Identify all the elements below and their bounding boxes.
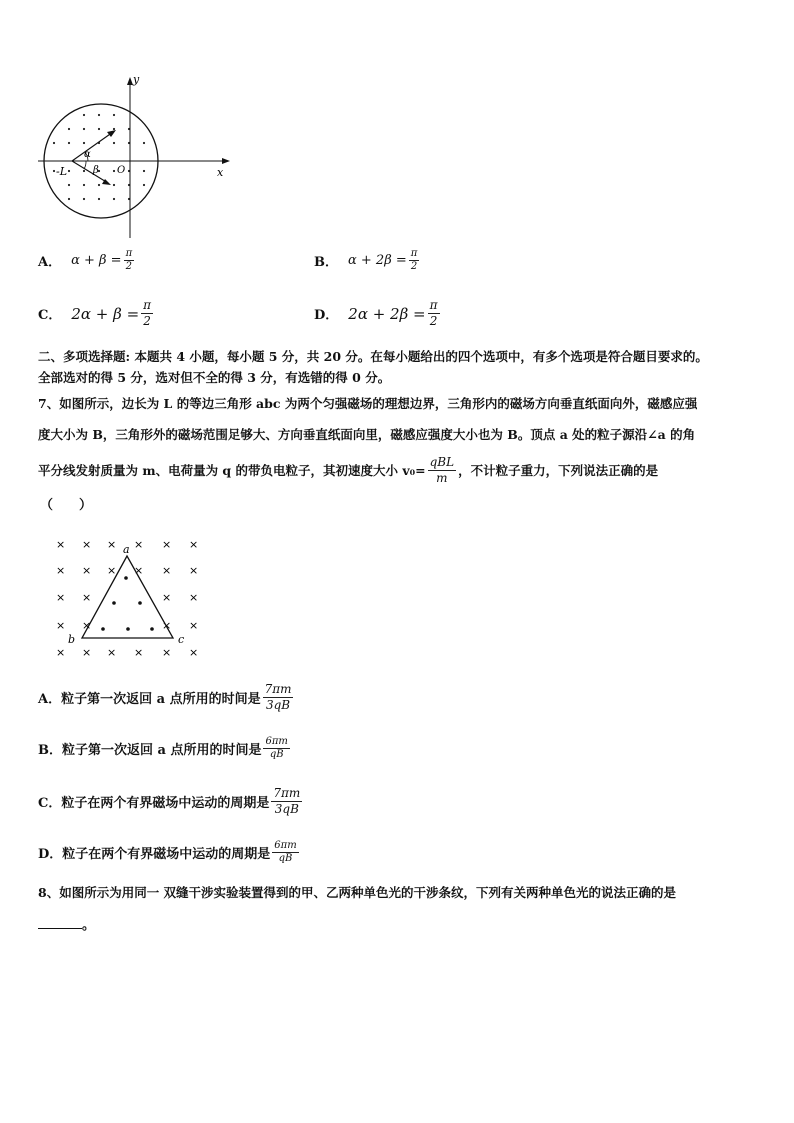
q7-option-c: C． 粒子在两个有界磁场中运动的周期是 $\frac{7\pi m}{3qB}$	[38, 786, 301, 816]
magnetic-field-circle-figure	[30, 70, 240, 245]
field-dot	[126, 627, 130, 631]
q8-stem-line2: 。	[38, 916, 95, 935]
point-minus-l-label: -L	[56, 165, 68, 178]
fraction: $\frac{6\pi m}{qB}$	[274, 840, 297, 864]
field-cross: ×	[134, 538, 144, 551]
field-dot	[53, 142, 55, 144]
field-cross: ×	[56, 564, 66, 577]
field-cross: ×	[107, 564, 117, 577]
field-dot	[68, 170, 70, 172]
field-cross: ×	[56, 619, 66, 632]
field-dot	[124, 576, 128, 580]
field-cross: ×	[82, 591, 92, 604]
field-cross: ×	[162, 646, 172, 659]
field-cross: ×	[162, 619, 172, 632]
field-dot	[113, 142, 115, 144]
triangle-abc	[82, 556, 173, 638]
field-dot	[143, 170, 145, 172]
field-cross: ×	[189, 564, 199, 577]
q7-option-d: D． 粒子在两个有界磁场中运动的周期是 $\frac{6\pi m}{qB}$	[38, 840, 297, 864]
field-dot	[83, 142, 85, 144]
field-cross: ×	[82, 538, 92, 551]
field-dot	[113, 184, 115, 186]
field-cross: ×	[134, 564, 144, 577]
x-axis-label: x	[217, 166, 224, 179]
field-dot	[53, 170, 55, 172]
field-dot	[113, 170, 115, 172]
field-cross: ×	[82, 646, 92, 659]
y-axis-label: y	[133, 73, 140, 86]
origin-label: O	[117, 165, 126, 176]
field-cross: ×	[189, 619, 199, 632]
field-cross: ×	[134, 646, 144, 659]
q7-answer-paren: （ ）	[40, 498, 93, 513]
inner-field-dots	[101, 576, 154, 631]
fraction: $\frac{\pi}{2}$	[125, 248, 133, 272]
q7-option-a: A． 粒子第一次返回 a 点所用的时间是 $\frac{7\pi m}{3qB}$	[38, 682, 292, 712]
vertex-c-label: c	[178, 633, 185, 646]
section2-instructions-line2: 全部选对的得 5 分，选对但不全的得 3 分，有选错的得 0 分。	[38, 370, 391, 385]
field-cross: ×	[56, 646, 66, 659]
field-dot	[98, 128, 100, 130]
field-dot	[68, 198, 70, 200]
field-cross: ×	[162, 564, 172, 577]
beta-label: β	[93, 165, 99, 176]
angle-arc-beta	[84, 161, 86, 169]
field-dot	[138, 601, 142, 605]
field-cross: ×	[107, 646, 117, 659]
field-dot	[98, 198, 100, 200]
q7-stem-line1: 7、如图所示，边长为 L 的等边三角形 abc 为两个匀强磁场的理想边界，三角形内的磁场方向垂直纸面向外，磁感应强	[38, 396, 698, 411]
field-dot	[83, 114, 85, 116]
field-cross: ×	[82, 564, 92, 577]
q7-stem-line2: 度大小为 B，三角形外的磁场范围足够大、方向垂直纸面向里，磁感应强度大小也为 B。顶点 a 处的粒子源沿∠a 的角	[38, 427, 696, 442]
field-dot	[83, 198, 85, 200]
field-cross: ×	[56, 538, 66, 551]
vertex-a-label: a	[123, 543, 130, 556]
v0-fraction: $\frac{\text{qBL}}{m}$	[429, 455, 455, 485]
field-dot	[68, 142, 70, 144]
field-cross: ×	[162, 538, 172, 551]
field-cross: ×	[107, 538, 117, 551]
fraction: $\frac{6\pi m}{qB}$	[265, 736, 288, 760]
field-dot	[113, 114, 115, 116]
field-dot	[83, 184, 85, 186]
field-cross: ×	[189, 538, 199, 551]
field-dot	[143, 142, 145, 144]
fraction: $\frac{7\pi m}{3qB}$	[273, 786, 301, 816]
field-cross: ×	[189, 646, 199, 659]
field-dot	[112, 601, 116, 605]
field-dot	[98, 114, 100, 116]
velocity-arrow-lower	[72, 161, 108, 183]
field-dot	[98, 184, 100, 186]
field-dot	[83, 128, 85, 130]
field-dots	[53, 114, 145, 200]
field-dot	[113, 128, 115, 130]
vertex-b-label: b	[68, 633, 76, 646]
field-cross: ×	[189, 591, 199, 604]
field-cross: ×	[162, 591, 172, 604]
q6-option-b: B． α + 2β = $\frac{\pi}{2}$	[314, 248, 418, 272]
field-dot	[150, 627, 154, 631]
q7-stem-line3: 平分线发射质量为 m、电荷量为 q 的带负电粒子，其初速度大小 v₀= $\frac{\text{qBL}}{m}$ ，不计粒子重力，下列说法正确的是	[38, 455, 659, 485]
x-axis-arrow	[222, 158, 230, 164]
field-dot	[143, 184, 145, 186]
section2-instructions-line1: 二、多项选择题: 本题共 4 小题，每小题 5 分，共 20 分。在每小题给出的四个选项中，有多个选项是符合题目要求的。	[38, 349, 708, 364]
q6-option-a: A． α + β = $\frac{\pi}{2}$	[38, 248, 133, 272]
field-dot	[68, 128, 70, 130]
alpha-label: α	[84, 149, 91, 160]
field-dot	[113, 198, 115, 200]
velocity-arrow-upper	[72, 132, 113, 161]
field-dot	[68, 184, 70, 186]
field-dot	[83, 170, 85, 172]
fraction: $\frac{\pi}{2}$	[429, 298, 438, 328]
answer-blank[interactable]	[38, 916, 82, 929]
fraction: $\frac{\pi}{2}$	[143, 298, 152, 328]
triangle-field-figure	[48, 535, 208, 663]
field-dot	[101, 627, 105, 631]
q8-stem-line1: 8、如图所示为用同一 双缝干涉实验装置得到的甲、乙两种单色光的干涉条纹，下列有关两种单色光的说法正确的是	[38, 885, 677, 900]
q6-option-d: D． 2α + 2β = $\frac{\pi}{2}$	[314, 298, 438, 328]
q6-option-c: C． 2α + β = $\frac{\pi}{2}$	[38, 298, 152, 328]
field-cross: ×	[82, 619, 92, 632]
field-cross: ×	[56, 591, 66, 604]
fraction: $\frac{\pi}{2}$	[410, 248, 418, 272]
q7-option-b: B． 粒子第一次返回 a 点所用的时间是 $\frac{6\pi m}{qB}$	[38, 736, 288, 760]
fraction: $\frac{7\pi m}{3qB}$	[264, 682, 292, 712]
